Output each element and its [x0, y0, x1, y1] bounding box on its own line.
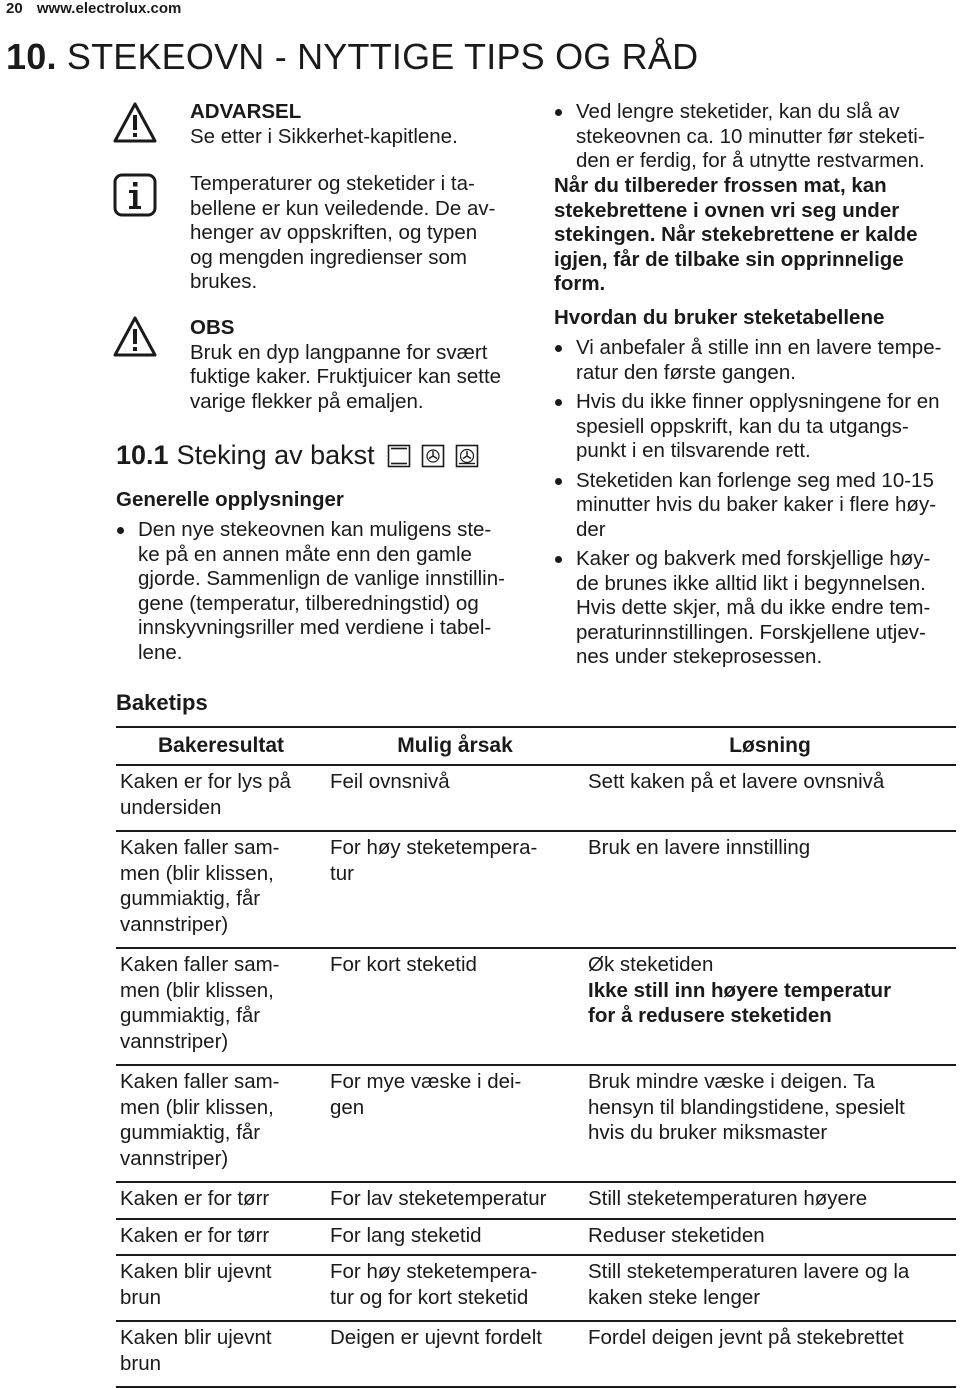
- list-item-line: stekeovnen ca. 10 minutter før steketi-: [576, 124, 925, 148]
- list-item: [554, 547, 959, 670]
- info-line: bellene er kun veiledende. De av-: [190, 196, 496, 220]
- cell-line-bold: for å redusere steketiden: [588, 1004, 832, 1027]
- list-item-line: Hvis dette skjer, må du ikke endre tem-: [576, 596, 931, 619]
- cell-line: tur og for kort steketid: [330, 1285, 529, 1309]
- warning-heading: ADVARSEL: [190, 100, 302, 123]
- cell-line: Still steketemperaturen høyere: [588, 1187, 868, 1210]
- table-row: [116, 1321, 956, 1387]
- list-item-line: Hvis du ikke finner opplysningene for en: [576, 390, 940, 413]
- cell-line: Kaken er for lys på: [120, 770, 291, 793]
- table-row: [116, 1182, 956, 1219]
- table-row: [116, 831, 956, 948]
- frozen-food-note: [554, 174, 917, 297]
- list-item-line: nes under stekeprosessen.: [576, 645, 823, 668]
- list-item-line: lene.: [138, 640, 183, 664]
- section-number: 10.: [6, 36, 57, 77]
- cell-line: For lang steketid: [330, 1223, 482, 1247]
- cell-line: Still steketemperaturen lavere og la: [588, 1260, 910, 1283]
- solution-cell: [584, 1065, 956, 1182]
- cause-cell: [326, 831, 584, 948]
- list-item-line: der: [576, 517, 606, 541]
- cell-line: vannstriper): [120, 1146, 229, 1170]
- table-row: [116, 1255, 956, 1321]
- result-cell: [116, 765, 326, 831]
- cell-line: Øk steketiden: [588, 953, 714, 976]
- page-number: 20: [6, 0, 23, 17]
- list-item-line: Vi anbefaler å stille inn en lavere tempe-: [576, 336, 942, 359]
- result-cell: [116, 831, 326, 948]
- top-bottom-heat-icon: [387, 444, 411, 468]
- cell-line: For høy steketempera-: [330, 836, 538, 859]
- howto-list: [554, 336, 959, 675]
- table-row: [116, 1065, 956, 1182]
- section-title-text: STEKEOVN - NYTTIGE TIPS OG RÅD: [66, 36, 699, 77]
- result-cell: [116, 948, 326, 1065]
- column-header: Bakeresultat: [116, 727, 326, 765]
- result-cell: [116, 1219, 326, 1256]
- result-cell: [116, 1065, 326, 1182]
- fan-heat-icon: [421, 444, 445, 468]
- list-item-line: ke på en annen måte enn den gamle: [138, 542, 472, 566]
- table-header-row: [116, 727, 956, 765]
- table-row: [116, 1219, 956, 1256]
- table-row: [116, 765, 956, 831]
- cell-line: men (blir klissen,: [120, 978, 274, 1002]
- list-item-line: Steketiden kan forlenge seg med 10-15: [576, 468, 934, 492]
- cause-cell: [326, 1065, 584, 1182]
- cell-line: For kort steketid: [330, 953, 477, 976]
- note-line: stekingen. Når stekebrettene er kalde: [554, 223, 918, 246]
- cause-cell: [326, 1255, 584, 1321]
- cell-line: Bruk en lavere innstilling: [588, 836, 811, 859]
- subsection-title-text: Steking av bakst: [176, 440, 375, 470]
- warning-block: [190, 100, 458, 149]
- subsection-title: [116, 440, 479, 471]
- cell-line: Sett kaken på et lavere ovnsnivå: [588, 770, 885, 793]
- cell-line: undersiden: [120, 795, 222, 819]
- column-header: Mulig årsak: [326, 727, 584, 765]
- cell-line: For mye væske i dei-: [330, 1070, 522, 1093]
- page-header: [6, 0, 181, 17]
- info-line: brukes.: [190, 270, 258, 293]
- caution-line: Bruk en dyp langpanne for svært: [190, 340, 488, 364]
- section-title: [6, 36, 698, 78]
- column-header: Løsning: [584, 727, 956, 765]
- solution-cell: [584, 765, 956, 831]
- list-item: [554, 469, 959, 543]
- result-cell: [116, 1255, 326, 1321]
- cell-line: hensyn til blandingstidene, spesielt: [588, 1095, 905, 1119]
- list-item: [554, 100, 954, 174]
- solution-cell: [584, 1321, 956, 1387]
- cause-cell: [326, 1182, 584, 1219]
- list-item: [554, 336, 959, 385]
- note-line: Når du tilbereder frossen mat, kan: [554, 174, 887, 197]
- solution-cell: [584, 1182, 956, 1219]
- cell-line: vannstriper): [120, 912, 229, 936]
- solution-cell: [584, 948, 956, 1065]
- cell-line: men (blir klissen,: [120, 861, 274, 885]
- cause-cell: [326, 1321, 584, 1387]
- cell-line: vannstriper): [120, 1029, 229, 1053]
- cell-line: gummiaktig, får: [120, 1004, 261, 1027]
- cell-line: For lav steketemperatur: [330, 1187, 547, 1210]
- note-line: igjen, får de tilbake sin opprinnelige: [554, 247, 904, 271]
- cell-line: gummiaktig, får: [120, 1121, 261, 1144]
- list-item: [554, 390, 959, 464]
- baketips-table: [116, 726, 956, 1388]
- cell-line: Deigen er ujevnt fordelt: [330, 1326, 542, 1349]
- cause-cell: [326, 765, 584, 831]
- cell-line: Kaken er for tørr: [120, 1187, 270, 1210]
- cell-line: Kaken faller sam-: [120, 836, 280, 859]
- cell-line: kaken steke lenger: [588, 1285, 761, 1309]
- cell-line: Kaken faller sam-: [120, 1070, 280, 1093]
- info-block: [190, 172, 495, 295]
- list-item-line: Den nye stekeovnen kan muligens ste-: [138, 518, 492, 541]
- solution-cell: [584, 831, 956, 948]
- result-cell: [116, 1321, 326, 1387]
- general-info-list: [116, 518, 526, 670]
- caution-triangle-icon: [112, 314, 158, 360]
- list-item-line: Ved lengre steketider, kan du slå av: [576, 100, 900, 123]
- note-line: stekebrettene i ovnen vri seg under: [554, 198, 900, 222]
- cell-line: gen: [330, 1095, 365, 1119]
- cell-line: men (blir klissen,: [120, 1095, 274, 1119]
- table-row: [116, 948, 956, 1065]
- caution-line: fuktige kaker. Fruktjuicer kan sette: [190, 365, 502, 388]
- list-item-line: peraturinnstillingen. Forskjellene utjev-: [576, 620, 926, 644]
- list-item-line: Kaker og bakverk med forskjellige høy-: [576, 547, 931, 570]
- list-item: [116, 518, 526, 665]
- info-line: Temperaturer og steketider i ta-: [190, 172, 475, 195]
- table-body: [116, 765, 956, 1387]
- cell-line: tur: [330, 861, 354, 885]
- warning-text: Se etter i Sikkerhet-kapitlene.: [190, 124, 458, 148]
- cell-line: gummiaktig, får: [120, 887, 261, 910]
- right-top-list: [554, 100, 954, 179]
- cell-line: brun: [120, 1285, 162, 1309]
- list-item-line: minutter hvis du baker kaker i flere høy-: [576, 493, 937, 516]
- caution-line: varige flekker på emaljen.: [190, 389, 424, 413]
- list-item-line: gjorde. Sammenlign de vanlige innstillin-: [138, 567, 505, 590]
- cell-line: Fordel deigen jevnt på stekebrettet: [588, 1326, 904, 1349]
- howto-heading: Hvordan du bruker steketabellene: [554, 306, 885, 329]
- cause-cell: [326, 948, 584, 1065]
- cell-line: hvis du bruker miksmaster: [588, 1121, 828, 1144]
- cell-line: Feil ovnsnivå: [330, 770, 450, 793]
- solution-cell: [584, 1219, 956, 1256]
- cell-line-bold: Ikke still inn høyere temperatur: [588, 978, 892, 1002]
- caution-block: [190, 316, 501, 414]
- cell-line: Kaken er for tørr: [120, 1223, 270, 1247]
- result-cell: [116, 1182, 326, 1219]
- list-item-line: gene (temperatur, tilberedningstid) og: [138, 591, 479, 615]
- info-icon: [112, 172, 158, 218]
- list-item-line: punkt i en tilsvarende rett.: [576, 439, 811, 462]
- list-item-line: de brunes ikke alltid likt i begynnelsen.: [576, 571, 926, 595]
- subsection-number: 10.1: [116, 440, 169, 470]
- cell-line: Kaken blir ujevnt: [120, 1260, 272, 1283]
- list-item-line: innskyvningsriller med verdiene i tabel-: [138, 616, 492, 639]
- website-link[interactable]: www.electrolux.com: [36, 0, 182, 17]
- cell-line: Reduser steketiden: [588, 1223, 765, 1247]
- cell-line: Kaken faller sam-: [120, 953, 280, 976]
- solution-cell: [584, 1255, 956, 1321]
- cell-line: brun: [120, 1351, 162, 1375]
- cause-cell: [326, 1219, 584, 1256]
- list-item-line: spesiell oppskrift, kan du ta utgangs-: [576, 414, 909, 438]
- caution-heading: OBS: [190, 316, 235, 339]
- cell-line: Bruk mindre væske i deigen. Ta: [588, 1070, 875, 1093]
- cell-line: Kaken blir ujevnt: [120, 1326, 272, 1349]
- fan-ring-heat-icon: [455, 444, 479, 468]
- cell-line: For høy steketempera-: [330, 1260, 538, 1283]
- info-line: henger av oppskriften, og typen: [190, 221, 478, 244]
- list-item-line: den er ferdig, for å utnytte restvarmen.: [576, 149, 925, 172]
- list-item-line: ratur den første gangen.: [576, 360, 796, 384]
- note-line: form.: [554, 272, 606, 295]
- general-info-heading: Generelle opplysninger: [116, 488, 344, 511]
- baketips-title: Baketips: [116, 690, 208, 715]
- info-line: og mengden ingredienser som: [190, 245, 467, 269]
- warning-triangle-icon: [112, 100, 158, 146]
